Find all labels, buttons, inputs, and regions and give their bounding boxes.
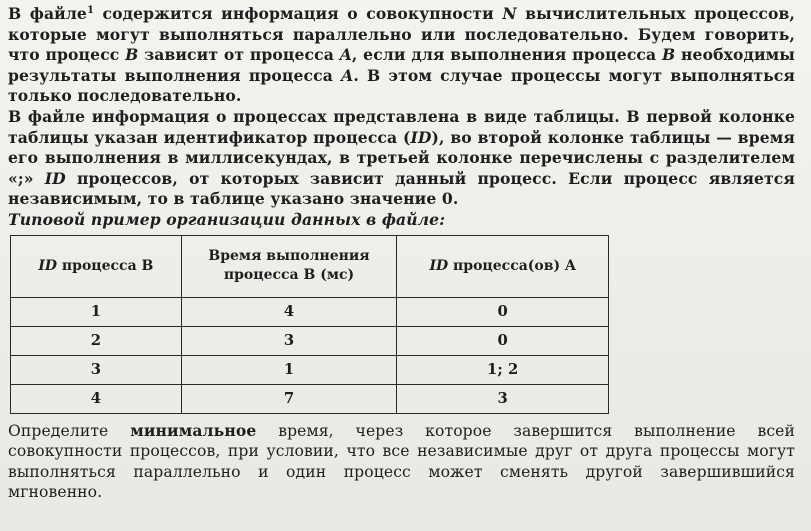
header-id-a: ID процесса(ов) A [397,235,609,297]
cell-id: 2 [11,326,182,355]
cell-deps: 0 [397,297,609,326]
question-paragraph [8,421,795,503]
cell-time: 1 [181,355,397,384]
footnote-mark: 1 [86,4,95,16]
intro-text-7: . В этом случае процессы могут выполняться только последовательно. [8,65,796,106]
intro-text-4: зависит от процесса [138,45,340,65]
process-table [10,235,609,414]
format-paragraph [8,107,795,210]
intro-paragraph [8,4,795,107]
format-text-1: В файле информация о процессах представлена в виде таблицы. В первой колонке таблицы указан идентификатор процесса ( [8,106,795,147]
question-text-1: Определите [8,421,131,440]
var-b: B [125,45,139,65]
intro-text-1: В файле [8,4,87,23]
cell-id: 4 [11,384,182,413]
table-row [11,384,609,413]
intro-text-3: вычислительных процессов, которые могут выполняться параллельно или последовательно. Будем говорить, что процесс [8,4,795,65]
header-duration: Время выполнения процесса B (мс) [181,235,397,297]
cell-time: 7 [181,384,397,413]
table-row [11,297,609,326]
var-b: B [661,45,676,65]
table-row [11,326,609,355]
intro-text-6: необходимы результаты выполнения процесса [8,45,795,85]
cell-time: 4 [181,297,397,326]
question-emphasis: минимальное [130,420,257,440]
cell-deps: 3 [397,384,609,413]
cell-time: 3 [181,326,397,355]
table-row [11,355,609,384]
id-term: ID [44,168,66,188]
question-text-2: время, через которое завершится выполнение всей совокупности процессов, при условии, что все независимые друг от друга процессы могут выполняться параллельно и один процесс может сменять другой завершившийся мгновенно. [8,421,796,502]
cell-id: 1 [11,297,182,326]
id-term: ID [410,127,432,147]
var-a: A [339,45,352,65]
intro-text-5: , если для выполнения процесса [351,45,662,65]
var-a: A [341,65,354,85]
table-caption: Типовой пример организации данных в файле: [8,209,446,229]
var-n: N [502,4,517,23]
format-text-2: ), во второй колонке таблицы — время его выполнения в миллисекундах, в третьей колонке перечислены с разделителем «;» [8,127,795,188]
format-text-3: процессов, от которых зависит данный процесс. Если процесс является независимым, то в таблице указано значение 0. [8,168,796,209]
intro-text-2: содержится информация о совокупности [94,4,503,23]
table-header-row [11,235,609,297]
cell-deps: 0 [397,326,609,355]
cell-id: 3 [11,355,182,384]
cell-deps: 1; 2 [397,355,609,384]
header-id-b: ID процесса B [11,235,182,297]
